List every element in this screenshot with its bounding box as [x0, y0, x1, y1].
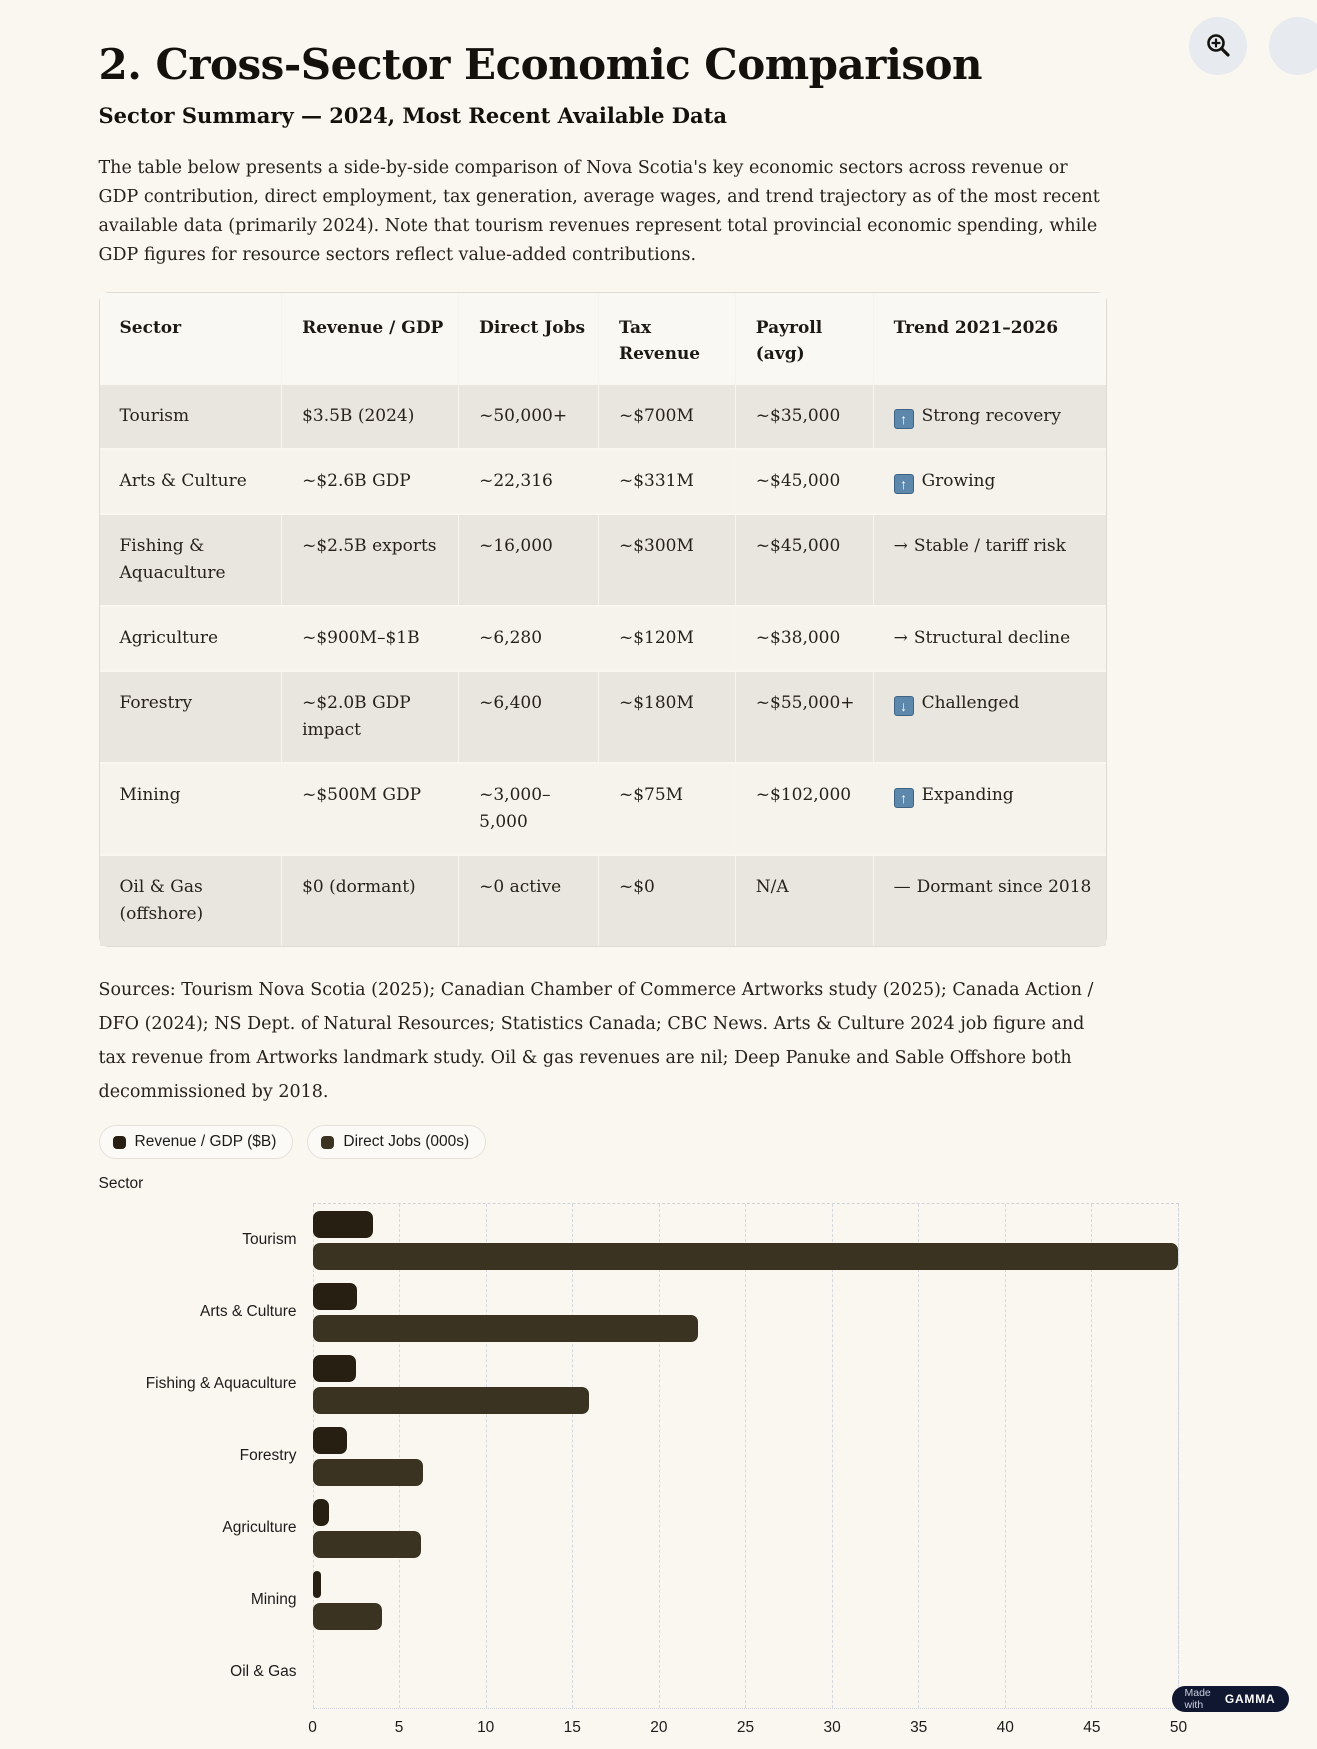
x-tick-label: 50	[1170, 1719, 1187, 1737]
table-row	[100, 671, 1106, 763]
cell-revenue: ~$900M–$1B	[282, 606, 459, 671]
category-label: Forestry	[240, 1447, 297, 1465]
arrow-right-icon: →	[894, 536, 908, 556]
cell-payroll: ~$45,000	[735, 514, 873, 606]
trend-label: Expanding	[922, 785, 1014, 805]
revenue-bar	[313, 1499, 329, 1526]
x-tick-label: 35	[910, 1719, 927, 1737]
cell-payroll: ~$102,000	[735, 763, 873, 855]
category-label: Tourism	[242, 1231, 296, 1249]
cell-jobs: ~22,316	[459, 449, 599, 514]
legend-label-revenue: Revenue / GDP ($B)	[135, 1133, 277, 1151]
page-subtitle: Sector Summary — 2024, Most Recent Available Data	[99, 103, 1219, 128]
revenue-bar	[313, 1571, 322, 1598]
cell-jobs: ~3,000–5,000	[459, 763, 599, 855]
cell-trend	[873, 384, 1105, 449]
arrow-right-icon: →	[894, 628, 908, 648]
cell-payroll: ~$38,000	[735, 606, 873, 671]
zoom-in-button[interactable]	[1189, 17, 1247, 75]
revenue-bar	[313, 1283, 358, 1310]
cell-sector: Tourism	[100, 384, 282, 449]
badge-brand-text: GAMMA	[1225, 1692, 1276, 1706]
table-row	[100, 763, 1106, 855]
cell-revenue: ~$2.6B GDP	[282, 449, 459, 514]
cell-jobs: ~0 active	[459, 855, 599, 946]
table-header-row	[100, 293, 1106, 384]
magnifier-plus-icon	[1203, 30, 1233, 63]
cell-sector: Fishing & Aquaculture	[100, 514, 282, 606]
x-tick-label: 25	[737, 1719, 754, 1737]
cell-payroll: N/A	[735, 855, 873, 946]
x-tick-label: 20	[650, 1719, 667, 1737]
up-box-icon: ↑	[894, 474, 914, 494]
category-label: Oil & Gas	[230, 1663, 296, 1681]
down-box-icon: ↓	[894, 696, 914, 716]
cell-jobs: ~6,280	[459, 606, 599, 671]
cell-trend	[873, 763, 1105, 855]
x-tick-label: 40	[997, 1719, 1014, 1737]
cell-sector: Oil & Gas (offshore)	[100, 855, 282, 946]
cell-tax: ~$300M	[598, 514, 735, 606]
category-label: Fishing & Aquaculture	[146, 1375, 297, 1393]
table-row	[100, 514, 1106, 606]
cell-sector: Mining	[100, 763, 282, 855]
cell-tax: ~$75M	[598, 763, 735, 855]
trend-label: Structural decline	[914, 628, 1070, 648]
table-row	[100, 384, 1106, 449]
chart-category-row	[313, 1348, 1178, 1420]
gridline	[1178, 1204, 1179, 1708]
cell-revenue: $0 (dormant)	[282, 855, 459, 946]
chart-category-row	[313, 1276, 1178, 1348]
page	[29, 0, 1289, 1718]
column-header: Direct Jobs	[459, 293, 599, 384]
column-header: Trend 2021–2026	[873, 293, 1105, 384]
cell-sector: Agriculture	[100, 606, 282, 671]
legend-pill-revenue[interactable]	[99, 1125, 294, 1159]
chart-category-row	[313, 1492, 1178, 1564]
cell-tax: ~$180M	[598, 671, 735, 763]
trend-label: Challenged	[922, 693, 1020, 713]
cell-payroll: ~$35,000	[735, 384, 873, 449]
category-label: Agriculture	[222, 1519, 296, 1537]
trend-label: Stable / tariff risk	[914, 536, 1066, 556]
y-axis-title: Sector	[99, 1175, 1219, 1193]
x-axis-ticks	[313, 1719, 1179, 1749]
cell-payroll: ~$45,000	[735, 449, 873, 514]
x-tick-label: 15	[564, 1719, 581, 1737]
cell-sector: Arts & Culture	[100, 449, 282, 514]
chart-category-row	[313, 1204, 1178, 1276]
revenue-bar	[313, 1355, 356, 1382]
cell-trend	[873, 671, 1105, 763]
intro-paragraph: The table below presents a side-by-side comparison of Nova Scotia's key economic sectors across revenue or GDP contribution, direct employment, tax generation, average wages, and trend trajectory as of the most recent available data (primarily 2024). Note that tourism revenues represent total provincial economic spending, while GDP figures for resource sectors reflect value-added contributions.	[99, 154, 1104, 270]
column-header: Tax Revenue	[598, 293, 735, 384]
cell-jobs: ~6,400	[459, 671, 599, 763]
up-box-icon: ↑	[894, 788, 914, 808]
column-header: Payroll (avg)	[735, 293, 873, 384]
jobs-bar	[313, 1243, 1178, 1270]
x-tick-label: 0	[308, 1719, 317, 1737]
made-with-gamma-badge[interactable]	[1172, 1686, 1289, 1712]
trend-label: Growing	[922, 471, 996, 491]
table-row	[100, 855, 1106, 946]
cell-tax: ~$0	[598, 855, 735, 946]
chart-plot-area	[313, 1203, 1179, 1709]
sector-comparison-table	[99, 292, 1107, 947]
table-row	[100, 606, 1106, 671]
chart-category-row	[313, 1636, 1178, 1708]
up-box-icon: ↑	[894, 409, 914, 429]
cell-trend	[873, 514, 1105, 606]
jobs-bar	[313, 1603, 382, 1630]
chart-category-row	[313, 1420, 1178, 1492]
x-tick-label: 45	[1083, 1719, 1100, 1737]
jobs-bar	[313, 1315, 699, 1342]
page-title: 2. Cross-Sector Economic Comparison	[99, 40, 1219, 89]
x-tick-label: 5	[395, 1719, 404, 1737]
category-label: Arts & Culture	[200, 1303, 296, 1321]
column-header: Revenue / GDP	[282, 293, 459, 384]
cell-revenue: ~$500M GDP	[282, 763, 459, 855]
column-header: Sector	[100, 293, 282, 384]
jobs-bar	[313, 1531, 422, 1558]
x-tick-label: 30	[823, 1719, 840, 1737]
cell-payroll: ~$55,000+	[735, 671, 873, 763]
badge-made-with-text: Made with	[1185, 1687, 1219, 1711]
trend-label: Dormant since 2018	[917, 877, 1092, 897]
jobs-legend-marker-icon	[321, 1136, 334, 1149]
cell-trend	[873, 449, 1105, 514]
cell-trend	[873, 855, 1105, 946]
cell-revenue: ~$2.5B exports	[282, 514, 459, 606]
cell-revenue: $3.5B (2024)	[282, 384, 459, 449]
cell-tax: ~$700M	[598, 384, 735, 449]
cell-jobs: ~16,000	[459, 514, 599, 606]
cell-sector: Forestry	[100, 671, 282, 763]
sources-paragraph: Sources: Tourism Nova Scotia (2025); Canadian Chamber of Commerce Artworks study (2025); Canada Action / DFO (2024); NS Dept. of Natural Resources; Statistics Canada; CBC News. Arts & Culture 2024 job figure and tax revenue from Artworks landmark study. Oil & gas revenues are nil; Deep Panuke and Sable Offshore both decommissioned by 2018.	[99, 973, 1114, 1109]
trend-label: Strong recovery	[922, 406, 1061, 426]
table-row	[100, 449, 1106, 514]
cell-trend	[873, 606, 1105, 671]
cell-tax: ~$331M	[598, 449, 735, 514]
cell-jobs: ~50,000+	[459, 384, 599, 449]
cell-tax: ~$120M	[598, 606, 735, 671]
category-label: Mining	[251, 1591, 297, 1609]
revenue-bar	[313, 1427, 348, 1454]
revenue-legend-marker-icon	[113, 1136, 126, 1149]
chart-legend	[99, 1125, 1219, 1159]
revenue-bar	[313, 1211, 374, 1238]
cell-revenue: ~$2.0B GDP impact	[282, 671, 459, 763]
dash-icon: —	[894, 877, 911, 897]
sector-bar-chart	[99, 1125, 1219, 1749]
legend-pill-jobs[interactable]	[307, 1125, 486, 1159]
legend-label-jobs: Direct Jobs (000s)	[343, 1133, 469, 1151]
x-tick-label: 10	[477, 1719, 494, 1737]
jobs-bar	[313, 1459, 424, 1486]
jobs-bar	[313, 1387, 590, 1414]
chart-category-row	[313, 1564, 1178, 1636]
